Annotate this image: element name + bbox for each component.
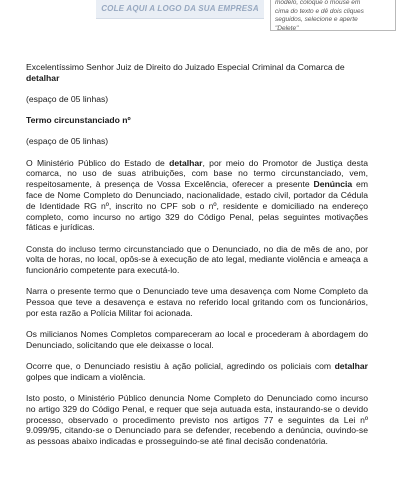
paragraph-resistance [26, 361, 368, 383]
placeholder-detalhar: detalhar [169, 157, 203, 168]
spacing-note: (espaço de 05 linhas) [26, 136, 109, 147]
addressee-text: Excelentíssimo Senhor Juiz de Direito do Juizado Especial Criminal da Comarca de [26, 62, 345, 72]
logo-placeholder-text: COLE AQUI A LOGO DA SUA EMPRESA [101, 4, 259, 13]
document-body [26, 62, 368, 457]
logo-placeholder[interactable] [96, 0, 264, 19]
document-heading: Termo circunstanciado nº [26, 115, 131, 126]
addressee-line [26, 62, 368, 84]
instruction-hint-text: modelo, coloque o mouse em cima do texto e dê dois cliques seguidos, selecione e aperte "Delete" [275, 0, 364, 32]
instruction-hint-box [270, 0, 396, 31]
paragraph-text: O Ministério Público do Estado de [26, 157, 170, 168]
paragraph-facts: Consta do incluso termo circunstanciado que o Denunciado, no dia de mês de ano, por volta de horas, no local, opôs-se à execução de ato legal, mediante violência e ameaça a funcionário competente para executá-lo. [26, 243, 368, 276]
paragraph-police: Os milicianos Nomes Completos compareceram ao local e procederam à abordagem do Denunciado, solicitando que ele deixasse o local. [26, 329, 368, 350]
denuncia-keyword: Denúncia [313, 179, 353, 190]
paragraph-text: Ocorre que, o Denunciado resistiu à ação policial, agredindo os policiais com [26, 361, 335, 372]
paragraph-text: golpes que indicam a violência. [26, 371, 146, 382]
paragraph-request: Isto posto, o Ministério Público denuncia Nome Completo do Denunciado como incurso no artigo 329 do Código Penal, e requer que seja autuada esta, instaurando-se o devido processo, observado o procedimento previsto nos artigos 77 e seguintes da Lei nº 9.099/95, citando-se o Denunciado para se defender, recebendo a denúncia, ouvindo-se as pessoas abaixo indicadas e prosseguindo-se até final decisão condenatória. [26, 393, 368, 447]
paragraph-text: , por meio do Promotor de Justiça desta comarca, no uso de suas atribuições, com base no termo circunstanciado, vem, respeitosamente, à presença de Vossa Excelência, oferecer a presente [26, 157, 368, 190]
paragraph-intro [26, 158, 368, 234]
logo-area [0, 0, 400, 32]
placeholder-detalhar: detalhar [334, 361, 368, 372]
spacing-note: (espaço de 05 linhas) [26, 93, 109, 104]
paragraph-text: em face de Nome Completo do Denunciado, nacionalidade, estado civil, portador da Cédula de Identidade RG nº, inscrito no CPF sob o nº, residente e domiciliado na endereço completo, como incurso no artigo 329 do Código Penal, pelas seguintes motivações fáticas e jurídicas. [26, 179, 368, 233]
paragraph-narrative: Narra o presente termo que o Denunciado teve uma desavença com Nome Completo da Pessoa que teve a desavença e estava no referido local gritando com os funcionários, por esta razão a Polícia Militar foi acionada. [26, 286, 368, 318]
addressee-placeholder: detalhar [26, 72, 60, 83]
